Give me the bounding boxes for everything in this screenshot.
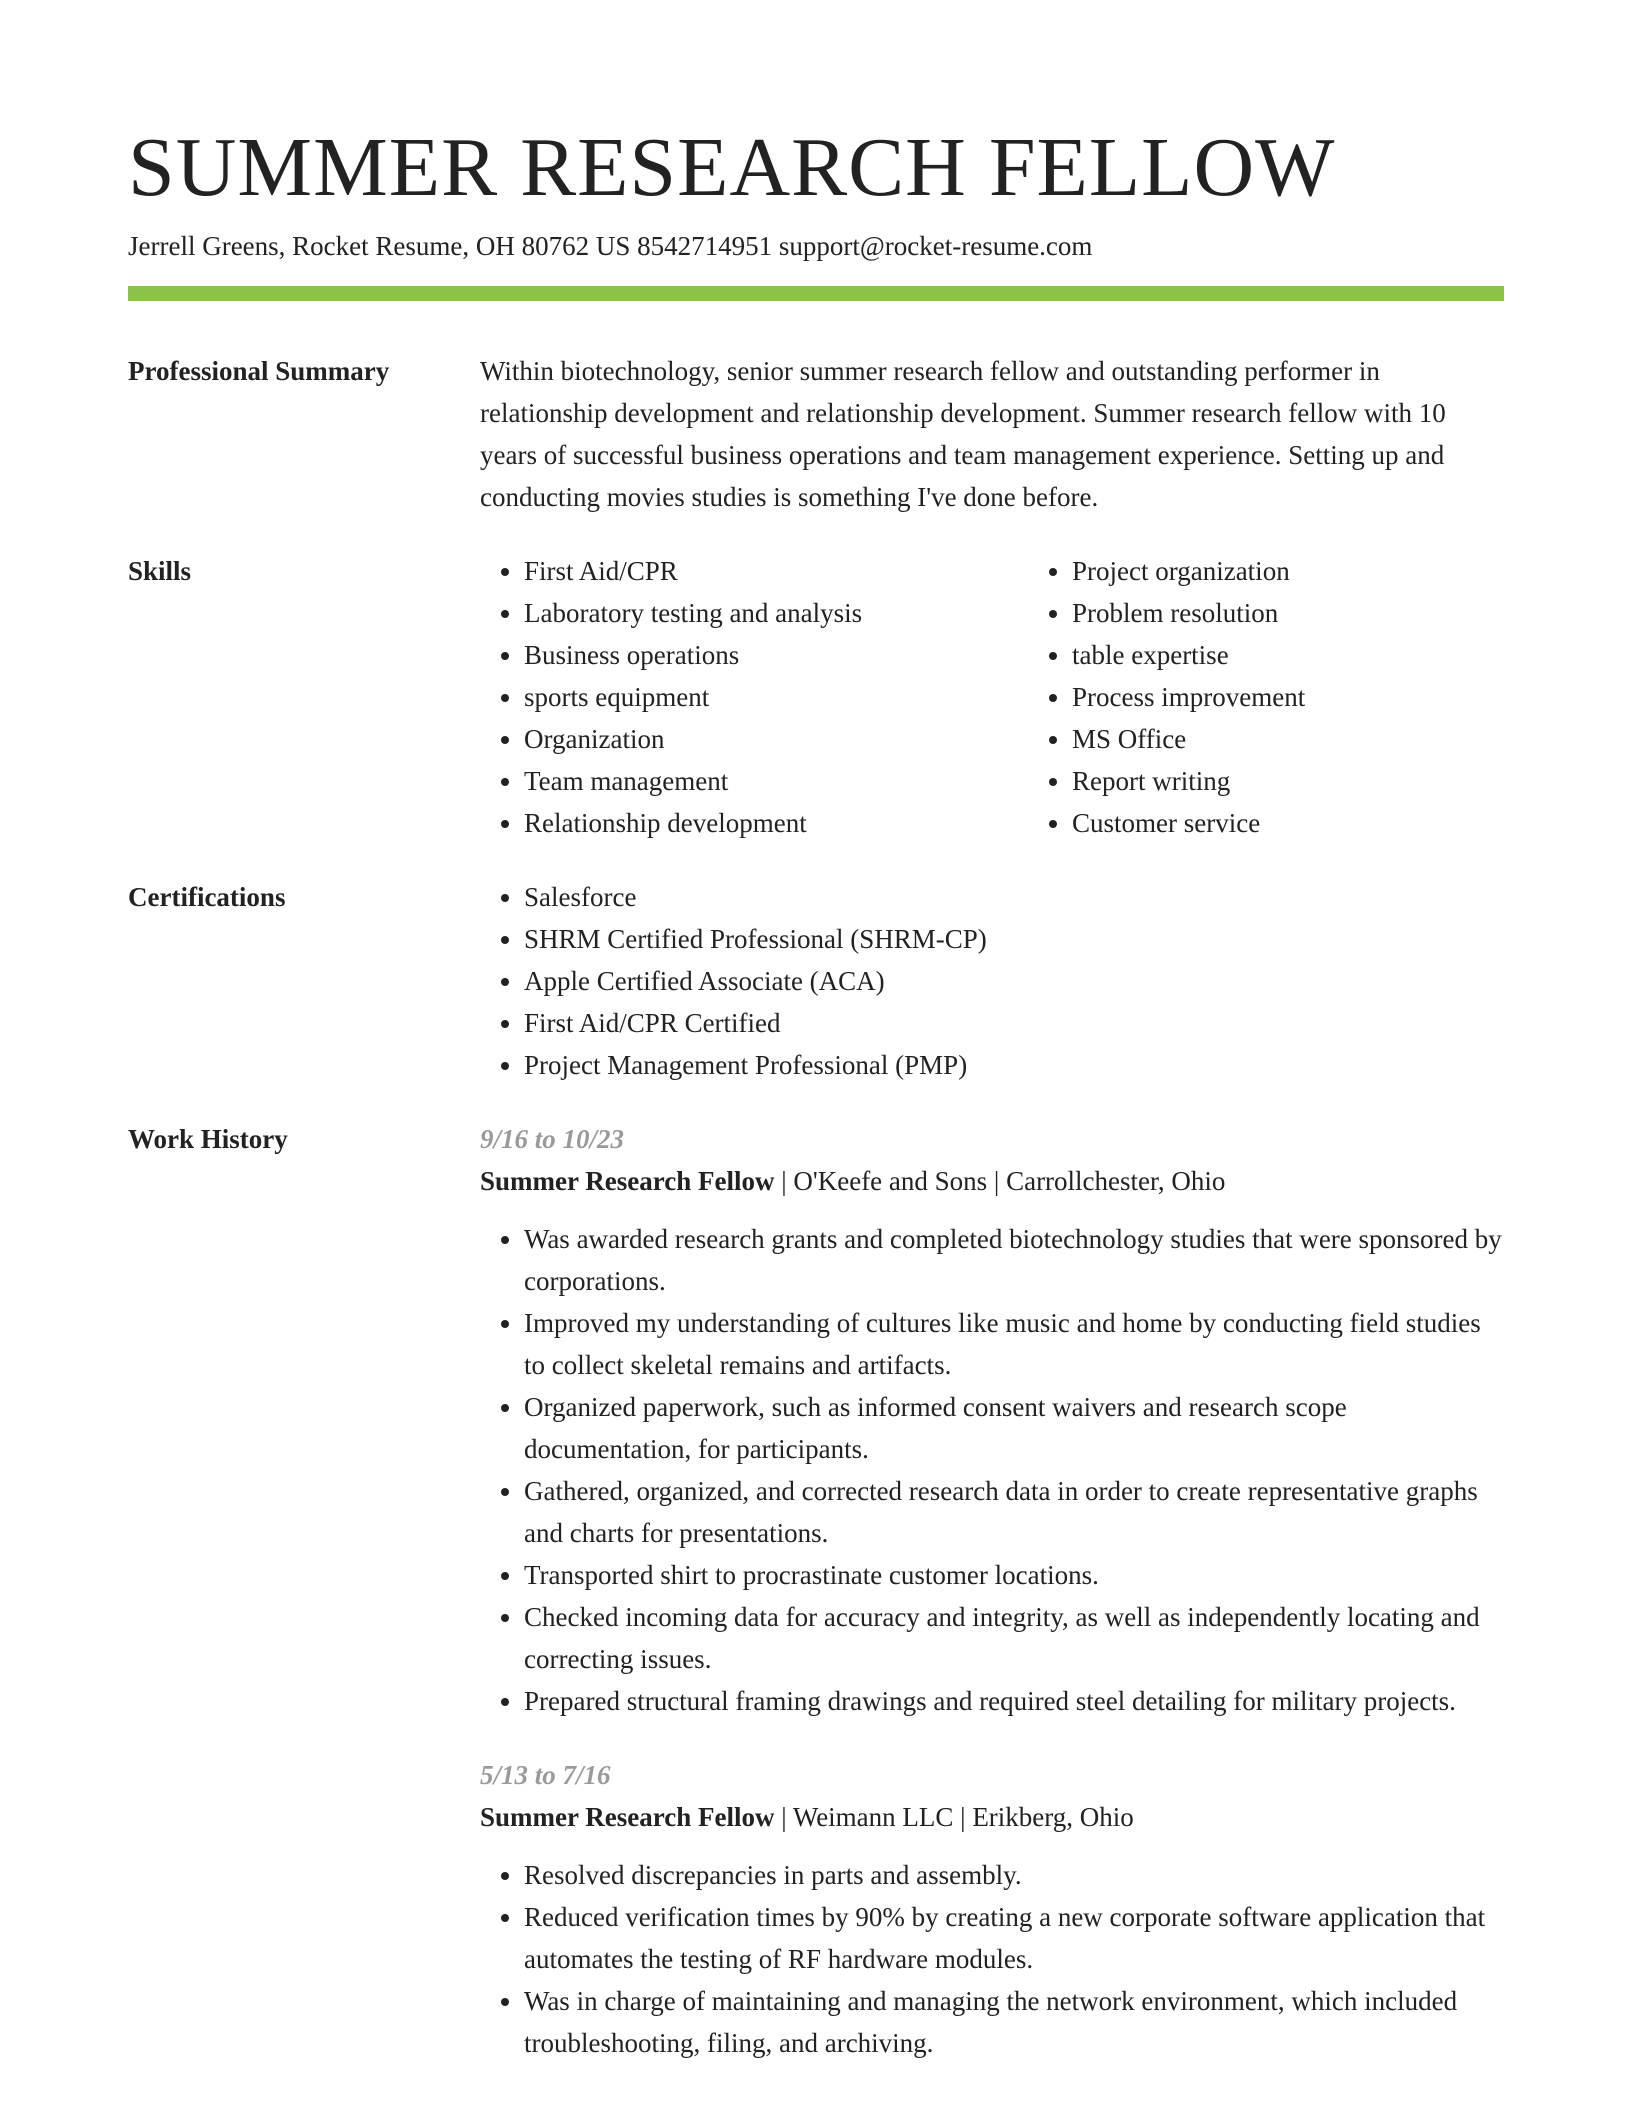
job-title: Summer Research Fellow [480,1802,775,1832]
skill-item: • Process improvement [1072,676,1576,718]
skills-list-left [480,550,1028,844]
job-bullet: • Organized paperwork, such as informed consent waivers and research scope documentation, for participants. [524,1386,1504,1470]
job-employer-location: | Weimann LLC | Erikberg, Ohio [774,1802,1134,1832]
work-history-heading: Work History [128,1124,288,1154]
skill-item: • Problem resolution [1072,592,1576,634]
certification-item: • First Aid/CPR Certified [524,1002,1504,1044]
job-entry [480,1754,1504,2064]
job-bullet: • Transported shirt to procrastinate customer locations. [524,1554,1504,1596]
skill-item: • table expertise [1072,634,1576,676]
job-dates: 9/16 to 10/23 [480,1124,625,1154]
work-history-section [128,1118,1504,2096]
job-bullet: • Was in charge of maintaining and managing the network environment, which included troubleshooting, filing, and archiving. [524,1980,1504,2064]
resume-title: SUMMER RESEARCH FELLOW [128,121,1336,214]
skill-item: • MS Office [1072,718,1576,760]
resume-content [128,350,1504,2128]
skills-list-right [1028,550,1576,844]
skills-heading: Skills [128,556,192,586]
summary-text: Within biotechnology, senior summer research fellow and outstanding performer in relationship development and relationship development. Summer research fellow with 10 years of successful business operations and team management experience. Setting up and conducting movies studies is something I've done before. [480,356,1446,512]
skill-item: • Customer service [1072,802,1576,844]
job-bullet: • Reduced verification times by 90% by creating a new corporate software application that automates the testing of RF hardware modules. [524,1896,1504,1980]
skill-item: • First Aid/CPR [524,550,1028,592]
certifications-section [128,876,1504,1086]
job-bullet: • Checked incoming data for accuracy and integrity, as well as independently locating and correcting issues. [524,1596,1504,1680]
job-title: Summer Research Fellow [480,1166,775,1196]
job-bullets [480,1218,1504,1722]
skill-item: • Organization [524,718,1028,760]
job-bullets [480,1854,1504,2064]
certifications-list [480,876,1504,1086]
summary-section [128,350,1504,518]
skill-item: • Relationship development [524,802,1028,844]
skill-item: • Business operations [524,634,1028,676]
skill-item: • Laboratory testing and analysis [524,592,1028,634]
job-heading [480,1160,1504,1202]
job-entry [480,1118,1504,1722]
job-dates: 5/13 to 7/16 [480,1760,611,1790]
job-bullet: • Improved my understanding of cultures like music and home by conducting field studies to collect skeletal remains and artifacts. [524,1302,1504,1386]
job-bullet: • Was awarded research grants and completed biotechnology studies that were sponsored by corporations. [524,1218,1504,1302]
certification-item: • Apple Certified Associate (ACA) [524,960,1504,1002]
job-bullet: • Resolved discrepancies in parts and assembly. [524,1854,1504,1896]
resume-header [128,118,1504,266]
skill-item: • Team management [524,760,1028,802]
certification-item: • SHRM Certified Professional (SHRM-CP) [524,918,1504,960]
skill-item: • Project organization [1072,550,1576,592]
certifications-heading: Certifications [128,882,286,912]
job-bullet: • Prepared structural framing drawings and required steel detailing for military projects. [524,1680,1504,1722]
contact-line: Jerrell Greens, Rocket Resume, OH 80762 US 8542714951 support@rocket-resume.com [128,231,1093,261]
job-bullet: • Gathered, organized, and corrected research data in order to create representative graphs and charts for presentations. [524,1470,1504,1554]
accent-divider [128,286,1504,301]
skill-item: • Report writing [1072,760,1576,802]
job-heading [480,1796,1504,1838]
skills-section [128,550,1504,844]
certification-item: • Project Management Professional (PMP) [524,1044,1504,1086]
summary-heading: Professional Summary [128,356,390,386]
certification-item: • Salesforce [524,876,1504,918]
job-employer-location: | O'Keefe and Sons | Carrollchester, Ohio [774,1166,1226,1196]
skill-item: • sports equipment [524,676,1028,718]
